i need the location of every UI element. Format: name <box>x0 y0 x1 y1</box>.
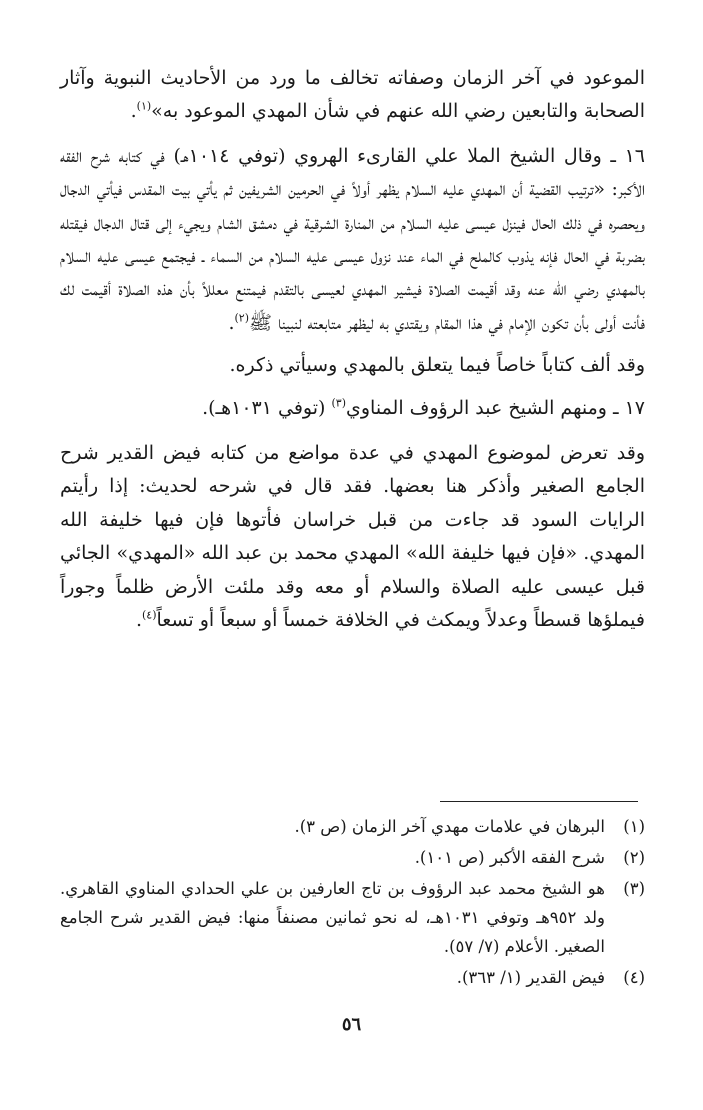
footnote-separator <box>440 801 638 802</box>
main-text <box>60 62 645 638</box>
footnote-4 <box>60 963 645 992</box>
footnote-1-text: البرهان في علامات مهدي آخر الزمان (ص ٣). <box>294 817 605 836</box>
footnote-2-number: (٢) <box>623 848 645 867</box>
paragraph-1 <box>60 62 645 129</box>
footnote-4-number: (٤) <box>623 968 645 987</box>
footnote-1-number: (١) <box>623 817 645 836</box>
paragraph-4-end: (توفي ١٠٣١هـ). <box>202 396 332 419</box>
paragraph-2 <box>60 140 645 340</box>
footnote-1 <box>60 812 645 841</box>
paragraph-4-text: ١٧ ـ ومنهم الشيخ عبد الرؤوف المناوي <box>346 396 645 419</box>
footnote-2-text: شرح الفقه الأكبر (ص ١٠١). <box>414 848 605 867</box>
paragraph-4 <box>60 392 645 425</box>
paragraph-3: وقد ألف كتاباً خاصاً فيما يتعلق بالمهدي وسيأتي ذكره. <box>229 354 645 377</box>
footnote-ref-1: (١) <box>136 100 152 114</box>
paragraph-2-text: ١٦ ـ وقال الشيخ الملا علي القارىء الهروي (توفي ١٠١٤هـ) في كتابه شرح الفقه الأكبر: «ترتيب القضية أن المهدي عليه السلام يظهر أولاً في الحرمين الشريفين ثم يأتي بيت المقدس فيأتي الدجال ويحصره في ذلك الحال فينزل عيسى عليه السلام من المنارة الشرقية في دمشق الشام ويجيء إلى قتال الدجال فيقتله بضربة في الحال فإنه يذوب كالملح في الماء عند نزول عيسى عليه السلام من السماء ـ فيجتمع عيسى عليه السلام بالمهدي رضي الله عنه وقد أقيمت الصلاة فيشير المهدي لعيسى بالتقدم فيمتنع معللاً بأن هذه الصلاة أقيمت لك فأنت أولى بأن تكون الإمام في هذا المقام ويقتدي به ليظهر متابعته لنبينا ﷺ <box>60 144 645 334</box>
footnote-3-text: هو الشيخ محمد عبد الرؤوف بن تاج العارفين بن علي الحدادي المناوي القاهري. ولد ٩٥٢هـ وتوفي ١٠٣١هـ، له نحو ثمانين مصنفاً منها: فيض القدير شرح الجامع الصغير. الأعلام (٧/ ٥٧). <box>60 879 606 956</box>
footnote-ref-3: (٣) <box>331 396 346 410</box>
footnotes <box>60 812 645 994</box>
footnote-4-text: فيض القدير (١/ ٣٦٣). <box>456 968 605 987</box>
footnote-2 <box>60 843 645 872</box>
paragraph-5 <box>60 437 645 637</box>
paragraph-1-end: . <box>130 100 137 123</box>
footnote-ref-2: (٢) <box>234 311 249 325</box>
footnote-ref-4: (٤) <box>142 608 157 622</box>
paragraph-5-text: وقد تعرض لموضوع المهدي في عدة مواضع من كتابه فيض القدير شرح الجامع الصغير وأذكر هنا بعضها. فقد قال في شرحه لحديث: إذا رأيتم الرايات السود قد جاءت من قبل خراسان فأتوها فإن فيها خليفة الله المهدي. «فإن فيها خليفة الله» المهدي محمد بن عبد الله «المهدي» الجائي قبل عيسى عليه الصلاة والسلام أو معه وقد ملئت الأرض ظلماً وجوراً فيملؤها قسطاً وعدلاً ويمكث في الخلافة خمساً أو سبعاً أو تسعاً <box>60 442 646 632</box>
footnote-3-number: (٣) <box>623 879 645 898</box>
paragraph-2-end: . <box>228 311 235 334</box>
paragraph-1-text: الموعود في آخر الزمان وصفاته تخالف ما ورد من الأحاديث النبوية وآثار الصحابة والتابعين رضي الله عنهم في شأن المهدي الموعود به» <box>60 67 645 123</box>
page-number: ٥٦ <box>341 1014 362 1035</box>
footnote-3 <box>60 874 645 961</box>
paragraph-5-end: . <box>135 609 142 632</box>
